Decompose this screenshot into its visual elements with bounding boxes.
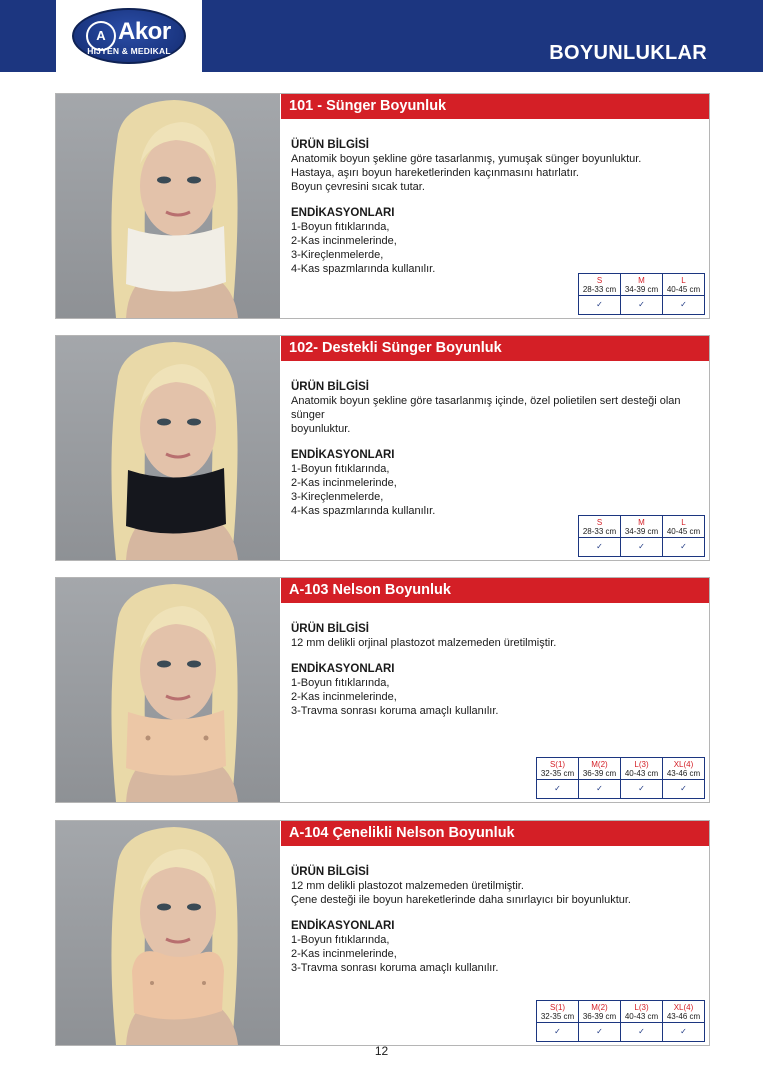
size-range: 36-39 cm — [582, 1011, 617, 1021]
product-info-line: Hastaya, aşırı boyun hareketlerinden kaçınmasını hatırlatır. — [291, 167, 579, 179]
indication-item: 1-Boyun fıtıklarında, — [291, 463, 390, 475]
product-info-line: 12 mm delikli plastozot malzemeden üretilmiştir. — [291, 880, 524, 892]
size-cell — [579, 1001, 621, 1023]
size-table — [578, 515, 705, 557]
product-title: 101 - Sünger Boyunluk — [281, 94, 709, 119]
size-range: 34-39 cm — [624, 526, 659, 536]
product-title: A-103 Nelson Boyunluk — [281, 578, 709, 603]
size-range: 28-33 cm — [582, 526, 617, 536]
size-cell — [579, 516, 621, 538]
size-row — [537, 758, 705, 780]
size-name: M(2) — [591, 759, 608, 769]
checkmark-icon: ✓ — [579, 780, 621, 799]
page-title: BOYUNLUKLAR — [549, 42, 707, 64]
indication-item: 3-Kireçlenmelerde, — [291, 491, 384, 503]
size-name: L — [681, 275, 686, 285]
page-number: 12 — [374, 1044, 389, 1058]
size-cell — [663, 1001, 705, 1023]
indication-item: 2-Kas incinmelerinde, — [291, 948, 397, 960]
header-bar — [0, 0, 763, 72]
size-row — [579, 274, 705, 296]
section-gap — [291, 194, 703, 206]
availability-row — [579, 296, 705, 315]
product-card — [55, 577, 710, 803]
product-photo — [56, 336, 280, 560]
size-range: 32-35 cm — [540, 768, 575, 778]
size-range: 40-43 cm — [624, 1011, 659, 1021]
product-card — [55, 335, 710, 561]
product-info-heading: ÜRÜN BİLGİSİ — [291, 139, 369, 151]
indications-heading: ENDİKASYONLARI — [291, 207, 395, 219]
size-name: M — [638, 517, 645, 527]
size-range: 43-46 cm — [666, 1011, 701, 1021]
checkmark-icon: ✓ — [621, 1023, 663, 1042]
size-cell — [621, 516, 663, 538]
indication-item: 4-Kas spazmlarında kullanılır. — [291, 505, 436, 517]
size-name: L — [681, 517, 686, 527]
size-row — [579, 516, 705, 538]
size-row — [537, 1001, 705, 1023]
size-cell — [621, 1001, 663, 1023]
section-gap — [291, 650, 703, 662]
checkmark-icon: ✓ — [663, 780, 705, 799]
product-info-line: boyunluktur. — [291, 423, 351, 435]
size-range: 36-39 cm — [582, 768, 617, 778]
checkmark-icon: ✓ — [537, 780, 579, 799]
availability-row — [579, 538, 705, 557]
size-name: S(1) — [549, 759, 566, 769]
size-name: XL(4) — [673, 759, 694, 769]
checkmark-icon: ✓ — [663, 1023, 705, 1042]
size-range: 34-39 cm — [624, 284, 659, 294]
indication-item: 2-Kas incinmelerinde, — [291, 691, 397, 703]
size-range: 40-45 cm — [666, 526, 701, 536]
size-cell — [663, 516, 705, 538]
checkmark-icon: ✓ — [663, 296, 705, 315]
product-info-heading: ÜRÜN BİLGİSİ — [291, 381, 369, 393]
size-cell — [663, 758, 705, 780]
size-range: 32-35 cm — [540, 1011, 575, 1021]
size-table — [536, 1000, 705, 1042]
checkmark-icon: ✓ — [537, 1023, 579, 1042]
size-range: 40-43 cm — [624, 768, 659, 778]
checkmark-icon: ✓ — [621, 296, 663, 315]
indications-heading: ENDİKASYONLARI — [291, 449, 395, 461]
product-card — [55, 93, 710, 319]
size-table — [536, 757, 705, 799]
size-name: M — [638, 275, 645, 285]
size-cell — [537, 758, 579, 780]
size-cell — [579, 758, 621, 780]
indications-heading: ENDİKASYONLARI — [291, 920, 395, 932]
indication-item: 1-Boyun fıtıklarında, — [291, 677, 390, 689]
product-info-line: Anatomik boyun şekline göre tasarlanmış, yumuşak sünger boyunluktur. — [291, 153, 642, 165]
product-title: A-104 Çenelikli Nelson Boyunluk — [281, 821, 709, 846]
availability-row — [537, 780, 705, 799]
product-info-line: Boyun çevresini sıcak tutar. — [291, 181, 425, 193]
size-name: S — [596, 517, 603, 527]
size-name: XL(4) — [673, 1002, 694, 1012]
size-name: S(1) — [549, 1002, 566, 1012]
size-cell — [663, 274, 705, 296]
logo-emblem-icon: A — [86, 21, 116, 51]
availability-row — [537, 1023, 705, 1042]
product-info-line: Çene desteği ile boyun hareketlerinde daha sınırlayıcı bir boyunluktur. — [291, 894, 631, 906]
size-range: 40-45 cm — [666, 284, 701, 294]
size-name: S — [596, 275, 603, 285]
product-description — [291, 865, 703, 975]
size-cell — [537, 1001, 579, 1023]
section-gap — [291, 907, 703, 919]
logo-panel — [56, 0, 202, 72]
product-card — [55, 820, 710, 1046]
checkmark-icon: ✓ — [579, 296, 621, 315]
product-title: 102- Destekli Sünger Boyunluk — [281, 336, 709, 361]
checkmark-icon: ✓ — [621, 780, 663, 799]
product-description — [291, 380, 703, 518]
size-range: 43-46 cm — [666, 768, 701, 778]
size-table — [578, 273, 705, 315]
size-name: L(3) — [634, 759, 649, 769]
size-range: 28-33 cm — [582, 284, 617, 294]
indication-item: 3-Travma sonrası koruma amaçlı kullanılır. — [291, 705, 499, 717]
indication-item: 1-Boyun fıtıklarında, — [291, 934, 390, 946]
checkmark-icon: ✓ — [621, 538, 663, 557]
company-logo — [72, 8, 186, 64]
indication-item: 2-Kas incinmelerinde, — [291, 235, 397, 247]
product-info-heading: ÜRÜN BİLGİSİ — [291, 623, 369, 635]
checkmark-icon: ✓ — [579, 538, 621, 557]
product-photo — [56, 821, 280, 1045]
product-photo — [56, 94, 280, 318]
logo-subtitle: HIJYEN & MEDIKAL — [87, 46, 171, 56]
product-info-line: Anatomik boyun şekline göre tasarlanmış içinde, özel polietilen sert desteği olan sünger — [291, 395, 681, 421]
size-name: L(3) — [634, 1002, 649, 1012]
indication-item: 3-Travma sonrası koruma amaçlı kullanılır. — [291, 962, 499, 974]
indication-item: 4-Kas spazmlarında kullanılır. — [291, 263, 436, 275]
checkmark-icon: ✓ — [579, 1023, 621, 1042]
product-info-line: 12 mm delikli orjinal plastozot malzemeden üretilmiştir. — [291, 637, 557, 649]
size-cell — [621, 758, 663, 780]
size-cell — [621, 274, 663, 296]
product-photo — [56, 578, 280, 802]
checkmark-icon: ✓ — [663, 538, 705, 557]
indications-heading: ENDİKASYONLARI — [291, 663, 395, 675]
indication-item: 2-Kas incinmelerinde, — [291, 477, 397, 489]
indication-item: 1-Boyun fıtıklarında, — [291, 221, 390, 233]
product-info-heading: ÜRÜN BİLGİSİ — [291, 866, 369, 878]
size-cell — [579, 274, 621, 296]
size-name: M(2) — [591, 1002, 608, 1012]
product-description — [291, 138, 703, 276]
section-gap — [291, 436, 703, 448]
product-description — [291, 622, 703, 718]
indication-item: 3-Kireçlenmelerde, — [291, 249, 384, 261]
logo-name: Akor — [118, 18, 171, 45]
